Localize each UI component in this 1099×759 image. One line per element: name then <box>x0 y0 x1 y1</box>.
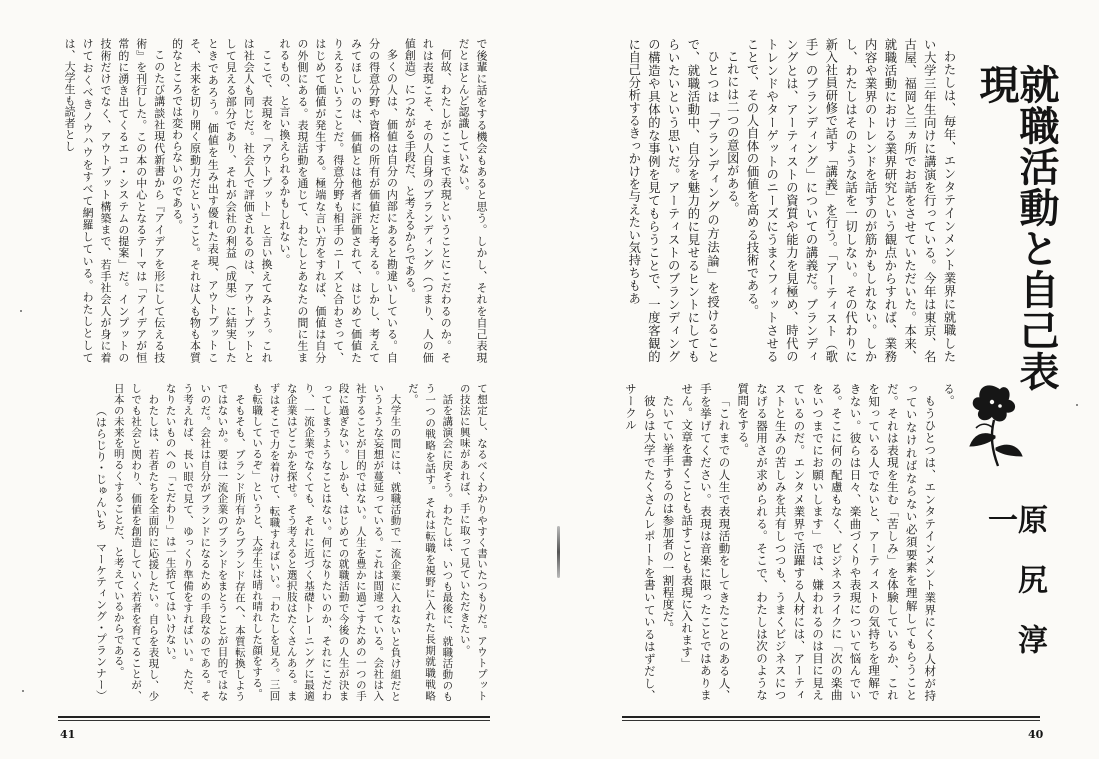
paragraph: そもそも、ブランド所有からブランド存在へ、本質転換しようではないか。要は一流企業のブランドをまとうことが目的ではないのだ。会社は自分がブランドになるための手段なのである。そう考えれば、長い眼で見て、ゆっくり準備をすればいい。ただ、なりたいものへの「こだわり」は一生捨ててはいけない。 <box>164 383 246 701</box>
scan-speck <box>1076 404 1078 406</box>
paragraph: このたび講談社現代新書から『アイデアを形にして伝える技術』を刊行した。この本の中心となるテーマは「アイデアが恒常的に湧き出てくるエコ・システムの提案」だ。インプットの技術だけでなく、アウトプット構築まで、若手社会人が身に着けておくべきノウハウをすべて網羅している。わたしとしては、大学生も読者とし <box>63 38 166 363</box>
right-bottom-text-block <box>622 383 958 701</box>
footer-rule <box>622 716 1040 718</box>
page-number: 40 <box>1028 728 1044 741</box>
left-bottom-text-block <box>58 383 490 701</box>
paragraph: 話を講演会に戻そう。わたしは、いつも最後に、就職活動のもう一つの戦略を話す。それは転職を視野に入れた長期就職戦略だ。 <box>406 383 454 701</box>
footer-rule-thin <box>622 720 1040 721</box>
paragraph: もうひとつは、エンタテインメント業界にくる人材が持っていなければならない必須要素を理解してもらうことだ。それは表現を生む「苦しみ」を体験しているか、これを知っている人でないと、アーティストの気持ちを理解できない。彼らは日々、楽曲づくりや表現について悩んでいる。そこに何の配慮もなく、ビジネスライクに「次の楽曲をいつまでにお願いします」では、嫌われるのは目に見えているのだ。エンタメ業界で活躍する人材には、アーティストと生みの苦しみを共有しつつも、うまくビジネスにつなげる器用さが求められる。そこで、わたしは次のような質問をする。 <box>736 383 938 701</box>
paragraph: る。 <box>942 383 956 407</box>
paragraph: 彼らは大学でたくさんレポートを書いているはずだし、サークル <box>624 383 657 701</box>
footer-rule <box>58 716 490 718</box>
left-page <box>0 0 548 759</box>
author-attribution: （はらじり・じゅんいち マーケティング・プランナー） <box>94 404 108 701</box>
paragraph: ここで、表現を「アウトプット」と言い換えてみよう。これは社会人も同じだ。社会人で評価されるのは、アウトプットとして見える部分であり、それが会社の利益（成果）に結実したときであろう。価値を生み出す優れた表現、アウトプットこそ、未来を切り開く原動力だということ。それは人も物も本質的なところでは変わらないのである。 <box>170 38 274 363</box>
scan-speck <box>20 310 22 312</box>
left-top-text-block <box>58 38 490 363</box>
article-title: 就職活動と自己表現 <box>973 64 1059 392</box>
paragraph: 「これまでの人生で表現活動をしてきたことのある人、手を挙げてください。表現は音楽に限ったことではありません。文章を書くことも話すことも表現に入れます」 <box>680 383 732 701</box>
paragraph: わたしは、若者たちを全面的に応援したい。自らを表現し、少しでも社会と関わり、価値を創造していく若者を育てることが、日本の未来を明るくすることだ、と考えているからである。 <box>112 383 160 701</box>
footer-rule-thin <box>58 720 490 721</box>
author-name: 原尻淳一 <box>982 504 1047 684</box>
paragraph: で後輩に話をする機会もあると思う。しかし、それを自己表現だとほとんど認識していない。 <box>457 38 488 363</box>
paragraph: たいてい挙手するのは参加者の一割程度だ。 <box>661 394 676 634</box>
scan-speck <box>22 690 24 692</box>
paragraph: て想定し、なるべくわかりやすく書いたつもりだ。アウトプットの技法に興味があれば、手に取って見ていただきたい。 <box>458 383 488 701</box>
page-number: 41 <box>60 728 76 741</box>
right-page <box>552 0 1099 759</box>
right-top-text-block <box>622 38 958 363</box>
paragraph: これには二つの意図がある。 <box>725 50 740 216</box>
flower-ornament-icon <box>960 376 1038 472</box>
paragraph: 多くの人は、価値は自分の内部にあると勘違いしている。自分の得意分野や資格の所有が価値だと考える。しかし、考えてみてほしいのは、価値とは他者に評価されて、はじめて価値たりえるということだ。得意分野も相手のニーズと合わさって、はじめて価値が発生する。極端な言い方をすれば、価値は自分の外側にある。表現活動を通じて、わたしとあなたの間に生まれるもの、と言い換えられるかもしれない。 <box>278 38 399 363</box>
paragraph: 大学生の間には、就職活動で一流企業に入れないと負け組だというような妄想が蔓延っている。これは間違っている。会社は入社することが目的ではない。人生を豊かに過ごすための一つの手段に過ぎない。しかも、はじめての就職活動で今後の人生が決まってしまうようなことはない。何になりたいのか、それにこだわり、一流企業でなくても、それに近づく基礎トレーニングに最適な企業はどこかを探せ。そう考えると選択肢はたくさんある。まずはそこで力を着けて、転職すればいい。「わたしを見ろ。三回も転職しているぞ」というと、大学生は晴れ晴れした顔をする。 <box>251 383 402 701</box>
paragraph: 何故、わたしがここまで表現ということにこだわるのか。それは表現こそ、その人自身のブランディング（つまり、人の価値創造）につながる手段だ、と考えるからである。 <box>403 38 453 363</box>
paragraph: ひとつは「ブランディングの方法論」を授けることで、就職活動中、自分を魅力的に見せるヒントにしてもらいたいという思いだ。アーティストのブランディングの構造や具体的な事例を見てもらうことで、一度客観的に自己分析するきっかけを与えたい気持ちもあ <box>626 38 720 363</box>
paragraph: わたしは、毎年、エンタテインメント業界に就職したい大学三年生向けに講演を行っている。今年は東京、名古屋、福岡と三ヵ所でお話をさせていただいた。本来、就職活動における業界研究という観点からすれば、業務内容や業界のトレンドを話すのが筋かもしれない。しかし、わたしはそのような話を一切しない。その代わりに新入社員研修で話す「講義」を行う。「アーティスト（歌手）のブランディング」についての講義だ。ブランディングとは、アーティストの資質や能力を見極め、時代のトレンドやターゲットのニーズにうまくフィットさせることで、その人自体の価値を高める技術である。 <box>744 38 956 363</box>
